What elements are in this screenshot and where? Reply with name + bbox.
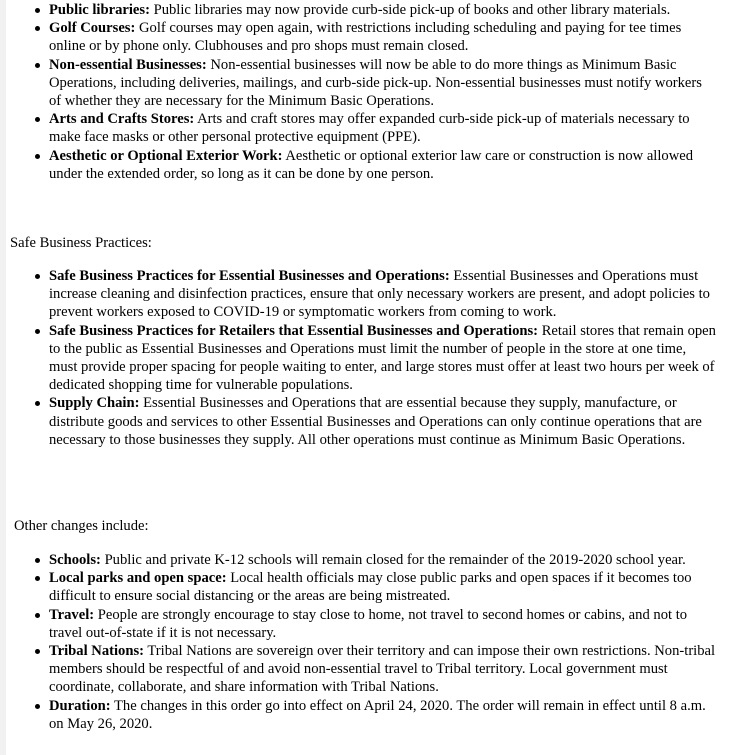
item-term: Golf Courses: xyxy=(49,20,136,37)
item-text: Public libraries may now provide curb-side pick-up of books and other library materials. xyxy=(153,2,671,18)
safe-business-practices-heading: Safe Business Practices: xyxy=(10,235,152,251)
list-item xyxy=(49,551,717,569)
item-term: Travel: xyxy=(49,606,95,623)
item-term: Duration: xyxy=(49,697,111,714)
list-item xyxy=(49,569,717,605)
item-text: The changes in this order go into effect on April 24, 2020. The order will remain in effect until 8 a.m. on May 26, 2020. xyxy=(49,697,706,732)
item-term: Safe Business Practices for Retailers that Essential Businesses and Operations: xyxy=(49,322,539,339)
item-term: Schools: xyxy=(49,552,101,568)
item-term: Aesthetic or Optional Exterior Work: xyxy=(49,147,283,164)
item-text: Arts and craft stores may offer expanded curb-side pick-up of materials necessary to make face masks or other personal protective equipment (PPE). xyxy=(49,111,690,146)
reopening-changes-list xyxy=(49,1,717,183)
item-text: Retail stores that remain open to the public as Essential Businesses and Operations must limit the number of people in the store at one time, must provide proper spacing for people waiting to enter, and large stores must offer at least two hours per week of dedicated shopping time for vulnerable populations. xyxy=(49,322,716,394)
list-item xyxy=(49,642,717,697)
list-item xyxy=(49,1,717,19)
item-text: Essential Businesses and Operations that are essential because they supply, manufacture, or distribute goods and services to other Essential Businesses and Operations can only continue operations that are necessary to those businesses they supply. All other operations must continue as Minimum Basic Operations. xyxy=(49,395,702,448)
item-term: Public libraries: xyxy=(49,2,150,18)
list-item xyxy=(49,697,717,733)
list-item xyxy=(49,394,717,449)
item-text: Local health officials may close public parks and open spaces if it becomes too difficult to ensure social distancing or the areas are being mistreated. xyxy=(49,570,692,605)
item-term: Tribal Nations: xyxy=(49,643,145,660)
item-term: Supply Chain: xyxy=(49,395,140,412)
list-item xyxy=(49,147,717,183)
list-item xyxy=(49,322,717,395)
list-item xyxy=(49,19,717,55)
item-text: Public and private K-12 schools will remain closed for the remainder of the 2019-2020 school year. xyxy=(104,552,686,568)
item-text: Aesthetic or optional exterior law care or construction is now allowed under the extended order, so long as it can be done by one person. xyxy=(49,147,694,182)
list-item xyxy=(49,56,717,111)
item-term: Non-essential Businesses: xyxy=(49,56,207,73)
item-term: Local parks and open space: xyxy=(49,570,227,587)
safe-business-practices-list xyxy=(49,267,717,449)
list-item xyxy=(49,267,717,322)
item-text: Tribal Nations are sovereign over their territory and can impose their own restrictions. Non-tribal members should be respectful of and avoid non-essential travel to Tribal territory. Local government must coordinate, collaborate, and share information with Tribal Nations. xyxy=(49,643,716,696)
item-text: Non-essential businesses will now be able to do more things as Minimum Basic Operations, including deliveries, mailings, and curb-side pick-up. Non-essential businesses must notify workers of whether they are necessary for the Minimum Basic Operations. xyxy=(49,56,702,110)
other-changes-list xyxy=(49,551,717,733)
list-item xyxy=(49,606,717,642)
other-changes-heading: Other changes include: xyxy=(14,518,149,534)
item-text: Essential Businesses and Operations must increase cleaning and disinfection practices, ensure that only necessary workers are present, and adopt policies to prevent workers exposed to COVID-19 or symptomatic workers from coming to work. xyxy=(49,268,710,321)
item-term: Safe Business Practices for Essential Businesses and Operations: xyxy=(49,268,450,284)
list-item xyxy=(49,110,717,146)
item-text: People are strongly encourage to stay close to home, not travel to second homes or cabins, and not to travel out-of-state if it is not necessary. xyxy=(49,606,688,641)
item-text: Golf courses may open again, with restrictions including scheduling and paying for tee times online or by phone only. Clubhouses and pro shops must remain closed. xyxy=(49,20,682,55)
item-term: Arts and Crafts Stores: xyxy=(49,111,195,128)
